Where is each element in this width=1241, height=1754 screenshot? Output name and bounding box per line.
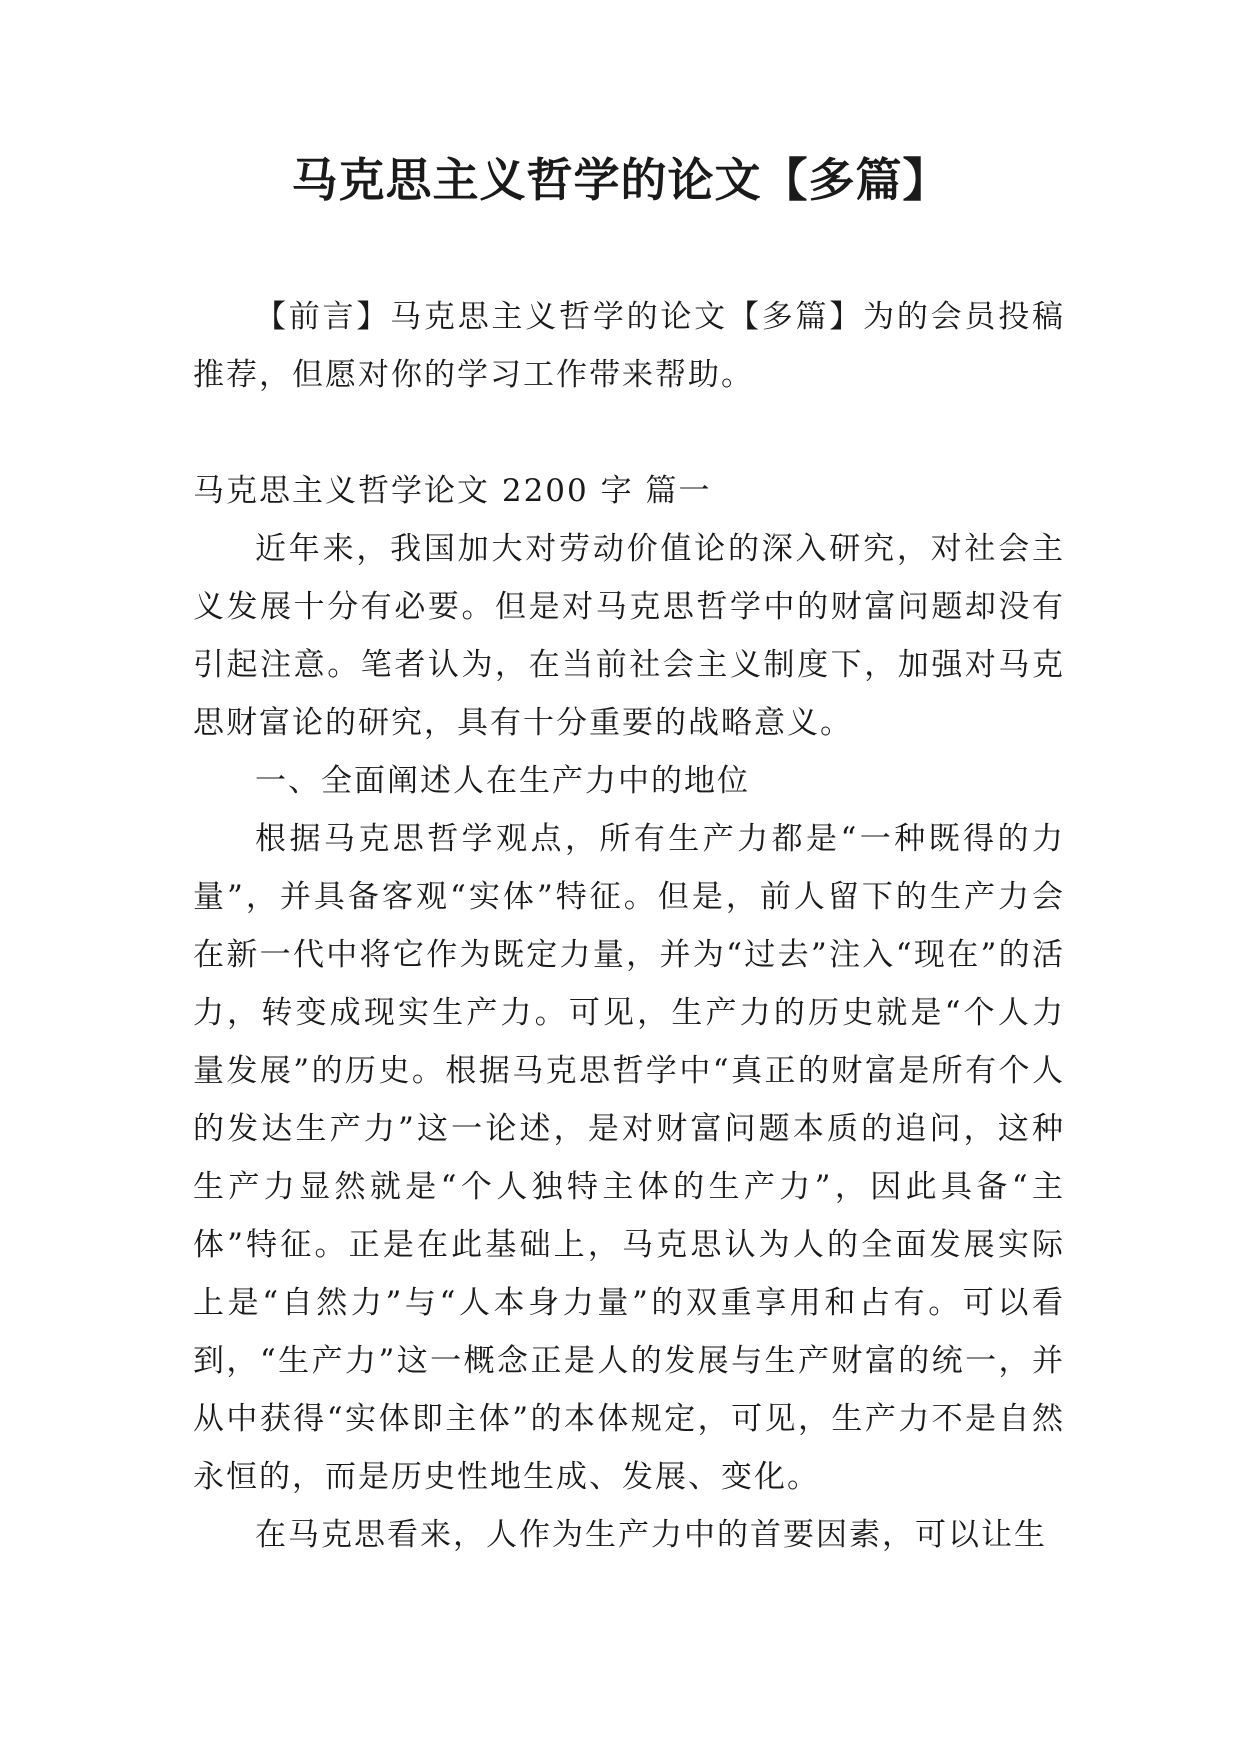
body-paragraph-productivity: 根据马克思哲学观点，所有生产力都是“一种既得的力量”，并具备客观“实体”特征。但是，前人留下的生产力会在新一代中将它作为既定力量，并为“过去”注入“现在”的活力，转变成现实生产力。可见，生产力的历史就是“个人力量发展”的历史。根据马克思哲学中“真正的财富是所有个人的发达生产力”这一论述，是对财富问题本质的追问，这种生产力显然就是“个人独特主体的生产力”，因此具备“主体”特征。正是在此基础上，马克思认为人的全面发展实际上是“自然力”与“人本身力量”的双重享用和占有。可以看到，“生产力”这一概念正是人的发展与生产财富的统一，并从中获得“实体即主体”的本体规定，可见，生产力不是自然永恒的，而是历史性地生成、发展、变化。 [193, 821, 1065, 1495]
subheading-paragraph: 一、全面阐述人在生产力中的地位 [255, 763, 750, 799]
body-paragraph-continued: 在马克思看来，人作为生产力中的首要因素，可以让生 [255, 1517, 1047, 1553]
body-paragraph-intro: 近年来，我国加大对劳动价值论的深入研究，对社会主义发展十分有必要。但是对马克思哲学中的财富问题却没有引起注意。笔者认为，在当前社会主义制度下，加强对马克思财富论的研究，具有十分重要的战略意义。 [193, 531, 1065, 741]
document-title: 马克思主义哲学的论文【多篇】 [291, 153, 950, 207]
section-heading: 马克思主义哲学论文 2200 字 篇一 [193, 473, 712, 509]
preface-paragraph: 【前言】马克思主义哲学的论文【多篇】为的会员投稿推荐，但愿对你的学习工作带来帮助。 [193, 299, 1065, 393]
document-body [193, 288, 1065, 1564]
